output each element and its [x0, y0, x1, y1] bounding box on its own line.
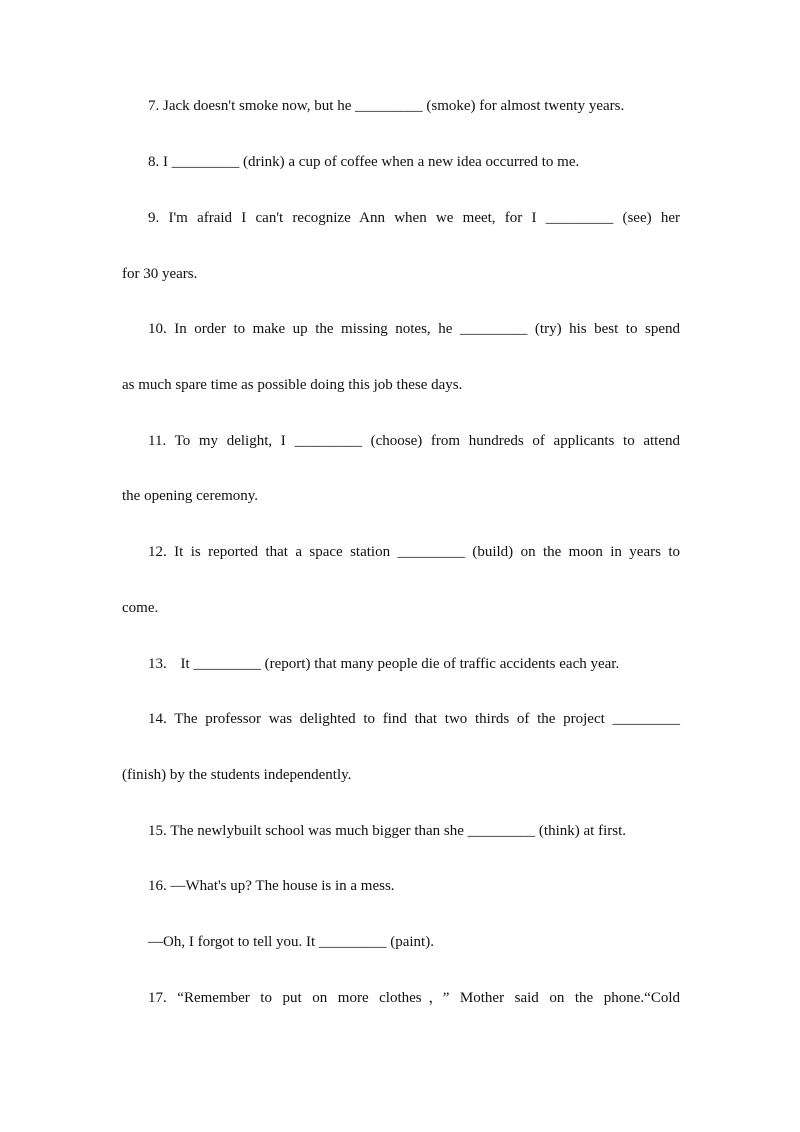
question-text: come. — [122, 600, 159, 616]
question-11 — [148, 431, 680, 451]
question-text: I _________ (drink) a cup of coffee when a new idea occurred to me. — [163, 154, 580, 170]
question-text: the opening ceremony. — [122, 488, 259, 504]
question-17 — [148, 988, 680, 1008]
question-text: It is reported that a space station _________ (build) on the moon in years to — [174, 544, 680, 560]
question-number: 9. — [148, 210, 160, 226]
question-text: To my delight, I _________ (choose) from hundreds of applicants to attend — [174, 433, 681, 449]
question-number: 8. — [148, 154, 160, 170]
question-text: —Oh, I forgot to tell you. It _________ (paint). — [148, 934, 434, 950]
question-14 — [148, 709, 680, 729]
question-text: The newlybuilt school was much bigger than she _________ (think) at first. — [170, 823, 626, 839]
question-text: (finish) by the students independently. — [122, 767, 352, 783]
question-text: In order to make up the missing notes, he _________ (try) his best to spend — [174, 321, 680, 337]
question-10-continuation — [122, 375, 680, 395]
question-14-continuation — [122, 765, 680, 785]
question-12-continuation — [122, 598, 680, 618]
question-text: Jack doesn't smoke now, but he _________ (smoke) for almost twenty years. — [163, 98, 625, 114]
question-text: The professor was delighted to find that two thirds of the project _________ — [174, 711, 680, 727]
question-text: —What's up? The house is in a mess. — [170, 878, 395, 894]
question-9 — [148, 208, 680, 228]
question-12 — [148, 542, 680, 562]
question-number: 13. — [148, 656, 167, 672]
question-16 — [148, 876, 680, 896]
question-text: as much spare time as possible doing this job these days. — [122, 377, 463, 393]
question-number: 15. — [148, 823, 167, 839]
question-number: 14. — [148, 711, 167, 727]
question-9-continuation — [122, 264, 680, 284]
question-text: I'm afraid I can't recognize Ann when we meet, for I _________ (see) her — [168, 210, 680, 226]
question-number: 10. — [148, 321, 167, 337]
question-10 — [148, 319, 680, 339]
question-number: 12. — [148, 544, 167, 560]
question-text: It _________ (report) that many people die of traffic accidents each year. — [180, 656, 620, 672]
question-number: 7. — [148, 98, 160, 114]
question-7 — [148, 96, 680, 116]
question-text: for 30 years. — [122, 266, 198, 282]
question-15 — [148, 821, 680, 841]
question-13 — [148, 654, 680, 674]
question-number: 16. — [148, 878, 167, 894]
question-11-continuation — [122, 486, 680, 506]
question-number: 17. — [148, 990, 167, 1006]
question-8 — [148, 152, 680, 172]
question-16-reply — [148, 932, 680, 952]
question-number: 11. — [148, 433, 167, 449]
question-text: “Remember to put on more clothes，” Mother said on the phone.“Cold — [177, 990, 680, 1006]
